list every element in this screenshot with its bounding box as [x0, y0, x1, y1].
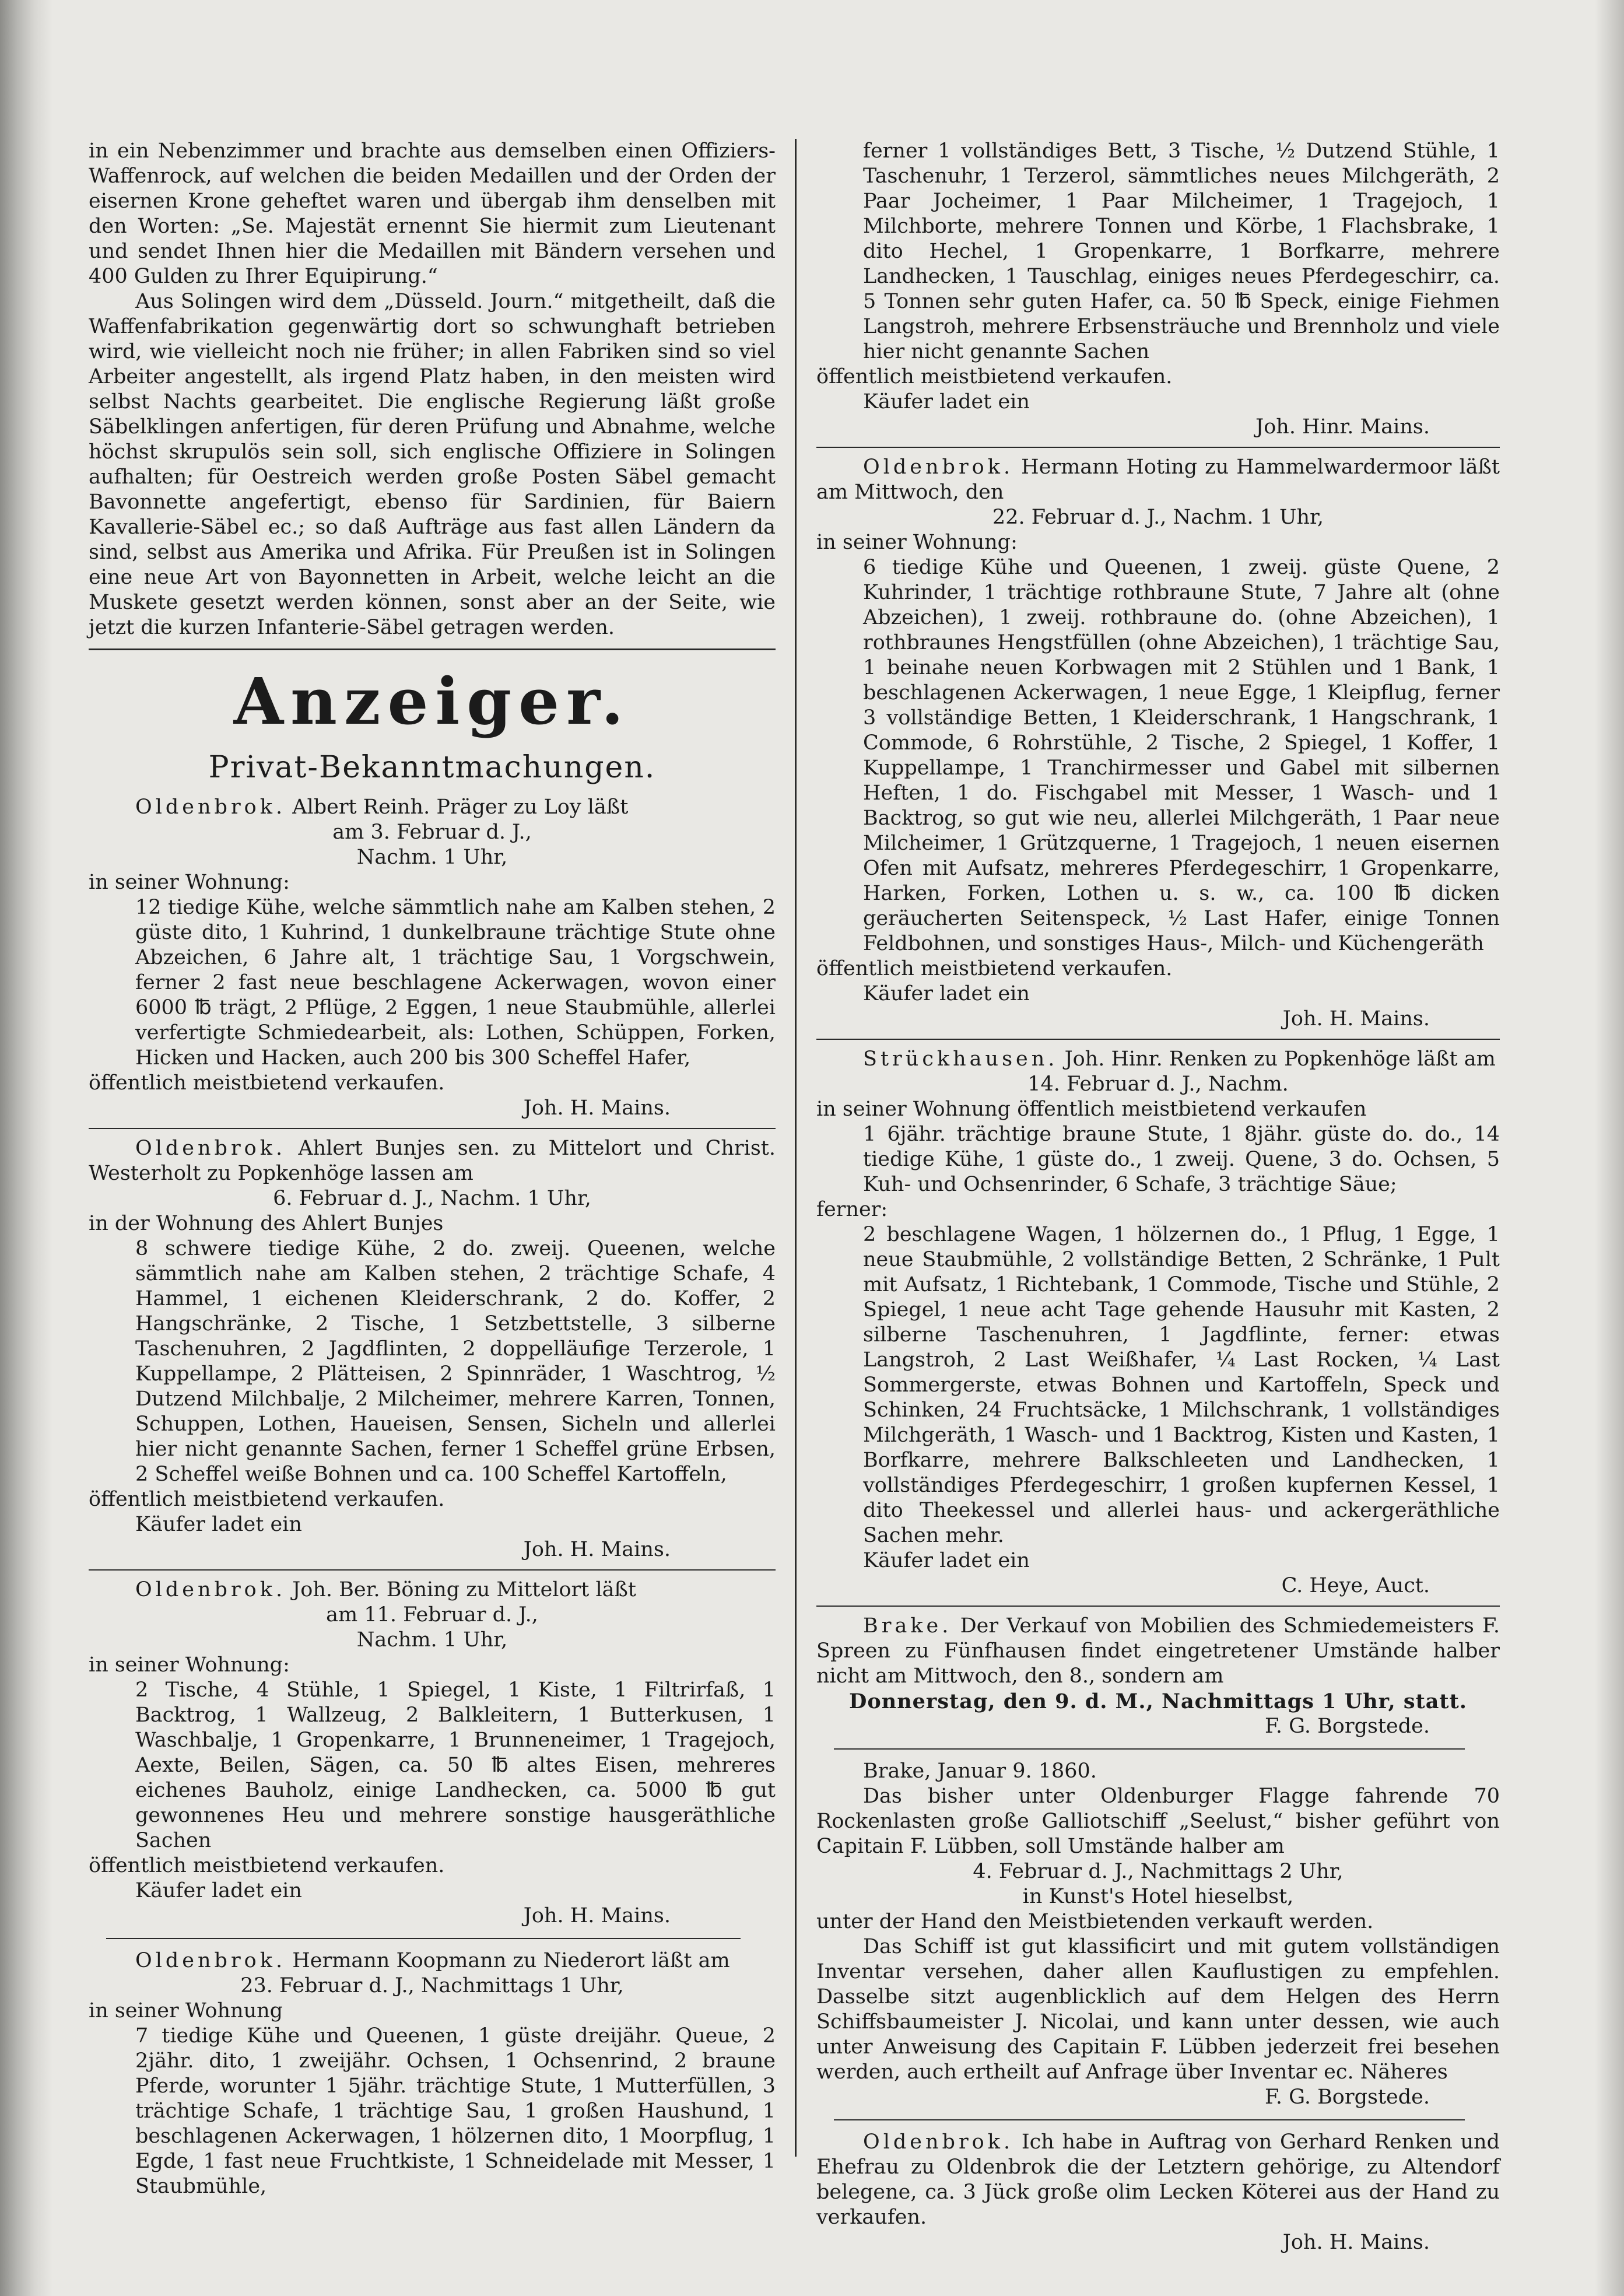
ad-signature: Joh. H. Mains.	[523, 1096, 671, 1120]
ad-body: ferner 1 vollständiges Bett, 3 Tische, ½ Dutzend Stühle, 1 Taschenuhr, 1 Terzerol, sämmtliches neues Milchgeräth, 2 Paar Jocheimer, 1 Paar Milcheimer, 1 Tragejoch, 1 Milchborte, mehrere Tonnen und Körbe, 1 Flachsbrake, 1 dito Hechel, 1 Gropenkarre, 1 Borfkarre, mehrere Landhecken, 1 Tauschlag, einiges neues Pferdegeschirr, ca. 5 Tonnen sehr guten Hafer, ca. 50 ℔ Speck, einige Fiehmen Langstroh, mehrere Erbsensträuche und Brennholz und viele hier nicht genannte Sachen	[863, 139, 1500, 363]
ad-location: in seiner Wohnung:	[816, 531, 1018, 554]
ad-place: Oldenbrok.	[135, 1578, 286, 1601]
advertisement	[89, 1948, 776, 2199]
ad-closing: öffentlich meistbietend verkaufen.	[816, 957, 1173, 980]
ad-date: 4. Februar d. J., Nachmittags 2 Uhr,	[973, 1860, 1344, 1883]
news-paragraph: Aus Solingen wird dem „Düsseld. Journ.“ mitgetheilt, daß die Waffenfabrikation gegenwärtig dort so schwunghaft betrieben wird, wie vielleicht noch nie früher; in allen Fabriken sind so viel Arbeiter angestellt, als irgend Platz haben, in den meisten wird selbst Nachts gearbeitet. Die englische Regierung läßt große Säbelklingen anfertigen, für deren Prüfung und Abnahme, welche höchst skrupulös sein soll, sich englische Offiziere in Solingen aufhalten; für Oestreich werden große Posten Säbel gemacht Bavonnette angefertigt, ebenso für Sardinien, für Baiern Kavallerie-Säbel ec.; so daß Aufträge aus fast allen Ländern da sind, selbst aus Amerika und Afrika. Für Preußen ist in Solingen eine neue Art von Bayonnetten in Arbeit, welche leicht an die Muskete gesetzt werden können, sonst aber an der Seite, wie jetzt die kurzen Infanterie-Säbel getragen werden.	[89, 290, 776, 639]
ad-text: unter der Hand den Meistbietenden verkauft werden.	[816, 1910, 1374, 1933]
book-spine-shadow	[0, 0, 52, 2296]
section-subtitle: Privat-Bekanntmachungen.	[208, 750, 656, 785]
advertisement	[816, 2130, 1500, 2255]
ad-intro: Joh. Ber. Böning zu Mittelort läßt	[292, 1578, 636, 1601]
ad-signature: F. G. Borgstede.	[1265, 1715, 1430, 1738]
right-column	[816, 139, 1500, 2258]
ad-signature: Joh. H. Mains.	[523, 1904, 671, 1927]
ad-body: 2 beschlagene Wagen, 1 hölzernen do., 1 Pflug, 1 Egge, 1 neue Staubmühle, 2 vollständige Betten, 2 Schränke, 1 Pult mit Aufsatz, 1 Richtebank, 1 Commode, Tische und Stühle, 2 Spiegel, 1 neue acht Tage gehende Hausuhr mit Kasten, 2 silberne Taschenuhren, 1 Jagdflinte, ferner: etwas Langstroh, 2 Last Weißhafer, ¼ Last Rocken, ¼ Last Sommergerste, etwas Bohnen und Kartoffeln, Speck und Schinken, 24 Fruchtsäcke, 1 Milchschrank, 1 vollständiges Milchgeräth, 1 Wasch- und 1 Backtrog, Kisten und Kasten, 1 Borfkarre, mehrere Balkschleeten und Landhecken, 1 vollständiges Pferdegeschirr, 1 großen kupfernen Kessel, 1 dito Theekessel und allerlei haus- und ackergeräthliche Sachen mehr.	[863, 1223, 1500, 1547]
left-column	[89, 139, 776, 2202]
ad-intro: Albert Reinh. Präger zu Loy läßt	[292, 795, 629, 819]
ad-date: 14. Februar d. J., Nachm.	[1027, 1072, 1289, 1096]
ad-date: am 3. Februar d. J.,	[332, 821, 532, 844]
section-divider	[89, 649, 776, 650]
ad-body: 8 schwere tiedige Kühe, 2 do. zweij. Queenen, welche sämmtlich nahe am Kalben stehen, 2 trächtige Schafe, 4 Hammel, 1 eichenen Kleiderschrank, 2 do. Koffer, 2 Hangschränke, 2 Tische, 1 Setzbettstelle, 3 silberne Taschenuhren, 2 Jagdflinten, 2 doppelläufige Terzerole, 1 Kuppellampe, 2 Plätteisen, 2 Spinnräder, 1 Waschtrog, ½ Dutzend Milchbalje, 2 Milcheimer, mehrere Karren, Tonnen, Schuppen, Lothen, Haueisen, Sensen, Sicheln und allerlei hier nicht genannte Sachen, ferner 1 Scheffel grüne Erbsen, 2 Scheffel weiße Bohnen und ca. 100 Scheffel Kartoffeln,	[135, 1237, 776, 1486]
advertisement	[89, 1136, 776, 1562]
ad-body: 1 6jähr. trächtige braune Stute, 1 8jähr. güste do. do., 14 tiedige Kühe, 1 güste do., 1 zweij. Quene, 3 do. Ochsen, 5 Kuh- und Ochsenrinder, 6 Schafe, 3 trächtige Säue;	[863, 1123, 1500, 1196]
ad-body: 7 tiedige Kühe und Queenen, 1 güste dreijähr. Queue, 2 2jähr. dito, 1 zweijähr. Ochsen, 1 Ochsenrind, 2 braune Pferde, worunter 1 5jähr. trächtige Stute, 1 Mutterfüllen, 3 trächtige Schafe, 1 trächtige Sau, 1 großen Haushund, 1 beschlagenen Ackerwagen, 1 hölzernen dito, 1 Moorpflug, 1 Egde, 1 fast neue Fruchtkiste, 1 Schneidelade mit Messer, 1 Staubmühle,	[135, 2024, 776, 2198]
ad-location: in Kunst's Hotel hieselbst,	[1022, 1885, 1294, 1908]
ad-bold-date: Donnerstag, den 9. d. M., Nachmittags 1 Uhr, statt.	[849, 1689, 1467, 1713]
ad-time: Nachm. 1 Uhr,	[356, 846, 508, 869]
ad-place: Brake.	[863, 1614, 952, 1638]
ad-location: in seiner Wohnung	[89, 1999, 283, 2022]
advertisement	[89, 795, 776, 1121]
ad-place: Oldenbrok.	[135, 1137, 286, 1160]
ad-signature: F. G. Borgstede.	[1265, 2085, 1430, 2109]
ad-divider	[106, 1938, 741, 1939]
ad-signature: Joh. H. Mains.	[1282, 1007, 1430, 1030]
advertisement	[816, 1614, 1500, 1739]
ad-place: Oldenbrok.	[863, 2130, 1014, 2154]
advertisement	[816, 1759, 1500, 2110]
ad-buyer: Käufer ladet ein	[863, 1549, 1030, 1572]
ad-intro: Hermann Hoting zu Hammelwardermoor läßt am Mittwoch, den	[816, 455, 1500, 504]
section-title: Anzeiger.	[233, 664, 631, 739]
column-divider	[795, 139, 797, 2157]
ad-intro: Joh. Hinr. Renken zu Popkenhöge läßt am	[1064, 1047, 1496, 1071]
ad-buyer: Käufer ladet ein	[135, 1513, 302, 1536]
ad-divider	[89, 1569, 776, 1571]
ad-text: Das Schiff ist gut klassificirt und mit gutem vollständigen Inventar versehen, daher allen Kauflustigen zu empfehlen. Dasselbe sitzt augenblicklich auf dem Helgen des Herrn Schiffsbaumeister J. Nicolai, und kann unter dessen, wie auch unter Anweisung des Capitain F. Lübben jederzeit frei besehen werden, auch ertheilt auf Anfrage über Inventar ec. Näheres	[816, 1935, 1500, 2084]
ad-body: 12 tiedige Kühe, welche sämmtlich nahe am Kalben stehen, 2 güste dito, 1 Kuhrind, 1 dunkelbraune trächtige Stute ohne Abzeichen, 6 Jahre alt, 1 trächtige Sau, 1 Vorgschwein, ferner 2 fast neue beschlagene Ackerwagen, wovon einer 6000 ℔ trägt, 2 Pflüge, 2 Eggen, 1 neue Staubmühle, allerlei verfertigte Schmiedearbeit, als: Lothen, Schüppen, Forken, Hicken und Hacken, auch 200 bis 300 Scheffel Hafer,	[135, 896, 776, 1070]
page-edge-shadow	[1595, 0, 1624, 2296]
ad-divider	[834, 2119, 1465, 2120]
ad-text: Der Verkauf von Mobilien des Schmiedemeisters F. Spreen zu Fünfhausen findet eingetretener Umstände halber nicht am Mittwoch, den 8., sondern am	[816, 1614, 1500, 1688]
ad-intro: Hermann Koopmann zu Niederort läßt am	[292, 1949, 730, 1972]
ad-divider	[816, 1039, 1500, 1040]
ad-closing: öffentlich meistbietend verkaufen.	[816, 365, 1173, 388]
advertisement	[89, 1578, 776, 1929]
ad-divider	[816, 1606, 1500, 1607]
ad-location: in seiner Wohnung öffentlich meistbietend verkaufen	[816, 1098, 1367, 1121]
ad-date: am 11. Februar d. J.,	[326, 1603, 538, 1627]
news-paragraph: in ein Nebenzimmer und brachte aus demselben einen Offiziers-Waffenrock, auf welchen die beiden Medaillen und der Orden der eisernen Krone geheftet waren und übergab ihm denselben mit den Worten: „Se. Majestät ernennt Sie hiermit zum Lieutenant und sendet Ihnen hier die Medaillen mit Bändern versehen und 400 Gulden zu Ihrer Equipirung.“	[89, 139, 776, 288]
advertisement-continued	[816, 139, 1500, 440]
ad-location: in seiner Wohnung:	[89, 871, 290, 894]
ad-closing: öffentlich meistbietend verkaufen.	[89, 1071, 445, 1095]
ad-place: Oldenbrok.	[135, 1949, 286, 1972]
ad-signature: C. Heye, Auct.	[1281, 1574, 1430, 1597]
ad-signature: Joh. Hinr. Mains.	[1255, 415, 1430, 439]
advertisement	[816, 455, 1500, 1032]
ad-place: Oldenbrok.	[863, 455, 1014, 479]
ad-closing: öffentlich meistbietend verkaufen.	[89, 1488, 445, 1511]
ad-signature: Joh. H. Mains.	[523, 1538, 671, 1561]
ad-divider	[816, 447, 1500, 448]
ad-subheading: ferner:	[816, 1198, 888, 1221]
ad-divider	[834, 1748, 1465, 1750]
ad-intro: Ahlert Bunjes sen. zu Mittelort und Christ. Westerholt zu Popkenhöge lassen am	[89, 1137, 776, 1185]
ad-divider	[89, 1128, 776, 1129]
ad-closing: öffentlich meistbietend verkaufen.	[89, 1854, 445, 1877]
ad-buyer: Käufer ladet ein	[863, 982, 1030, 1005]
ad-buyer: Käufer ladet ein	[863, 390, 1030, 413]
ad-text: Das bisher unter Oldenburger Flagge fahrende 70 Rockenlasten große Galliotschiff „Seelust,“ bisher geführt von Capitain F. Lübben, soll Umstände halber am	[816, 1785, 1500, 1858]
ad-body: 2 Tische, 4 Stühle, 1 Spiegel, 1 Kiste, 1 Filtrirfaß, 1 Backtrog, 1 Wallzeug, 2 Balkleitern, 1 Butterkusen, 1 Waschbalje, 1 Gropenkarre, 1 Brunneneimer, 1 Tragejoch, Aexte, Beilen, Sägen, ca. 50 ℔ altes Eisen, mehreres eichenes Bauholz, einige Landhecken, ca. 5000 ℔ gut gewonnenes Heu und mehrere sonstige hausgeräthliche Sachen	[135, 1678, 776, 1852]
ad-dateline: Brake, Januar 9. 1860.	[863, 1759, 1097, 1783]
ad-place: Oldenbrok.	[135, 795, 286, 819]
ad-text: Ich habe in Auftrag von Gerhard Renken und Ehefrau zu Oldenbrok die der Letztern gehörige, zu Altendorf belegene, ca. 3 Jück große olim Lecken Köterei aus der Hand zu verkaufen.	[816, 2130, 1500, 2229]
ad-location: in der Wohnung des Ahlert Bunjes	[89, 1212, 444, 1235]
ad-signature: Joh. H. Mains.	[1282, 2231, 1430, 2254]
ad-date: 23. Februar d. J., Nachmittags 1 Uhr,	[240, 1974, 624, 1997]
ad-date: 22. Februar d. J., Nachm. 1 Uhr,	[992, 506, 1324, 529]
ad-buyer: Käufer ladet ein	[135, 1879, 302, 1902]
ad-date: 6. Februar d. J., Nachm. 1 Uhr,	[273, 1187, 591, 1210]
ad-location: in seiner Wohnung:	[89, 1653, 290, 1677]
ad-place: Strückhausen.	[863, 1047, 1058, 1071]
ad-time: Nachm. 1 Uhr,	[356, 1628, 508, 1652]
advertisement	[816, 1047, 1500, 1599]
ad-body: 6 tiedige Kühe und Queenen, 1 zweij. güste Quene, 2 Kuhrinder, 1 trächtige rothbraune Stute, 7 Jahre alt (ohne Abzeichen), 1 zweij. rothbraune do. (ohne Abzeichen), 1 rothbraunes Hengstfüllen (ohne Abzeichen), 1 trächtige Sau, 1 beinahe neuen Korbwagen mit 2 Stühlen und 1 Bank, 1 beschlagenen Ackerwagen, 1 neue Egge, 1 Kleipflug, ferner 3 vollständige Betten, 1 Kleiderschrank, 1 Hangschrank, 1 Commode, 6 Rohrstühle, 2 Tische, 2 Spiegel, 1 Koffer, 1 Kuppellampe, 1 Tranchirmesser und Gabel mit silbernen Heften, 1 do. Fischgabel mit Messer, 1 Wasch- und 1 Backtrog, so gut wie neu, allerlei Milchgeräth, 1 Paar neue Milcheimer, 1 Grützquerne, 1 Tragejoch, 1 neuen eisernen Ofen mit Aufsatz, mehreres Pferdegeschirr, 1 Gropenkarre, Harken, Forken, Lothen u. s. w., ca. 100 ℔ dicken geräucherten Seitenspeck, ½ Last Hafer, einige Tonnen Feldbohnen, und sonstiges Haus-, Milch- und Küchengeräth	[863, 556, 1500, 955]
